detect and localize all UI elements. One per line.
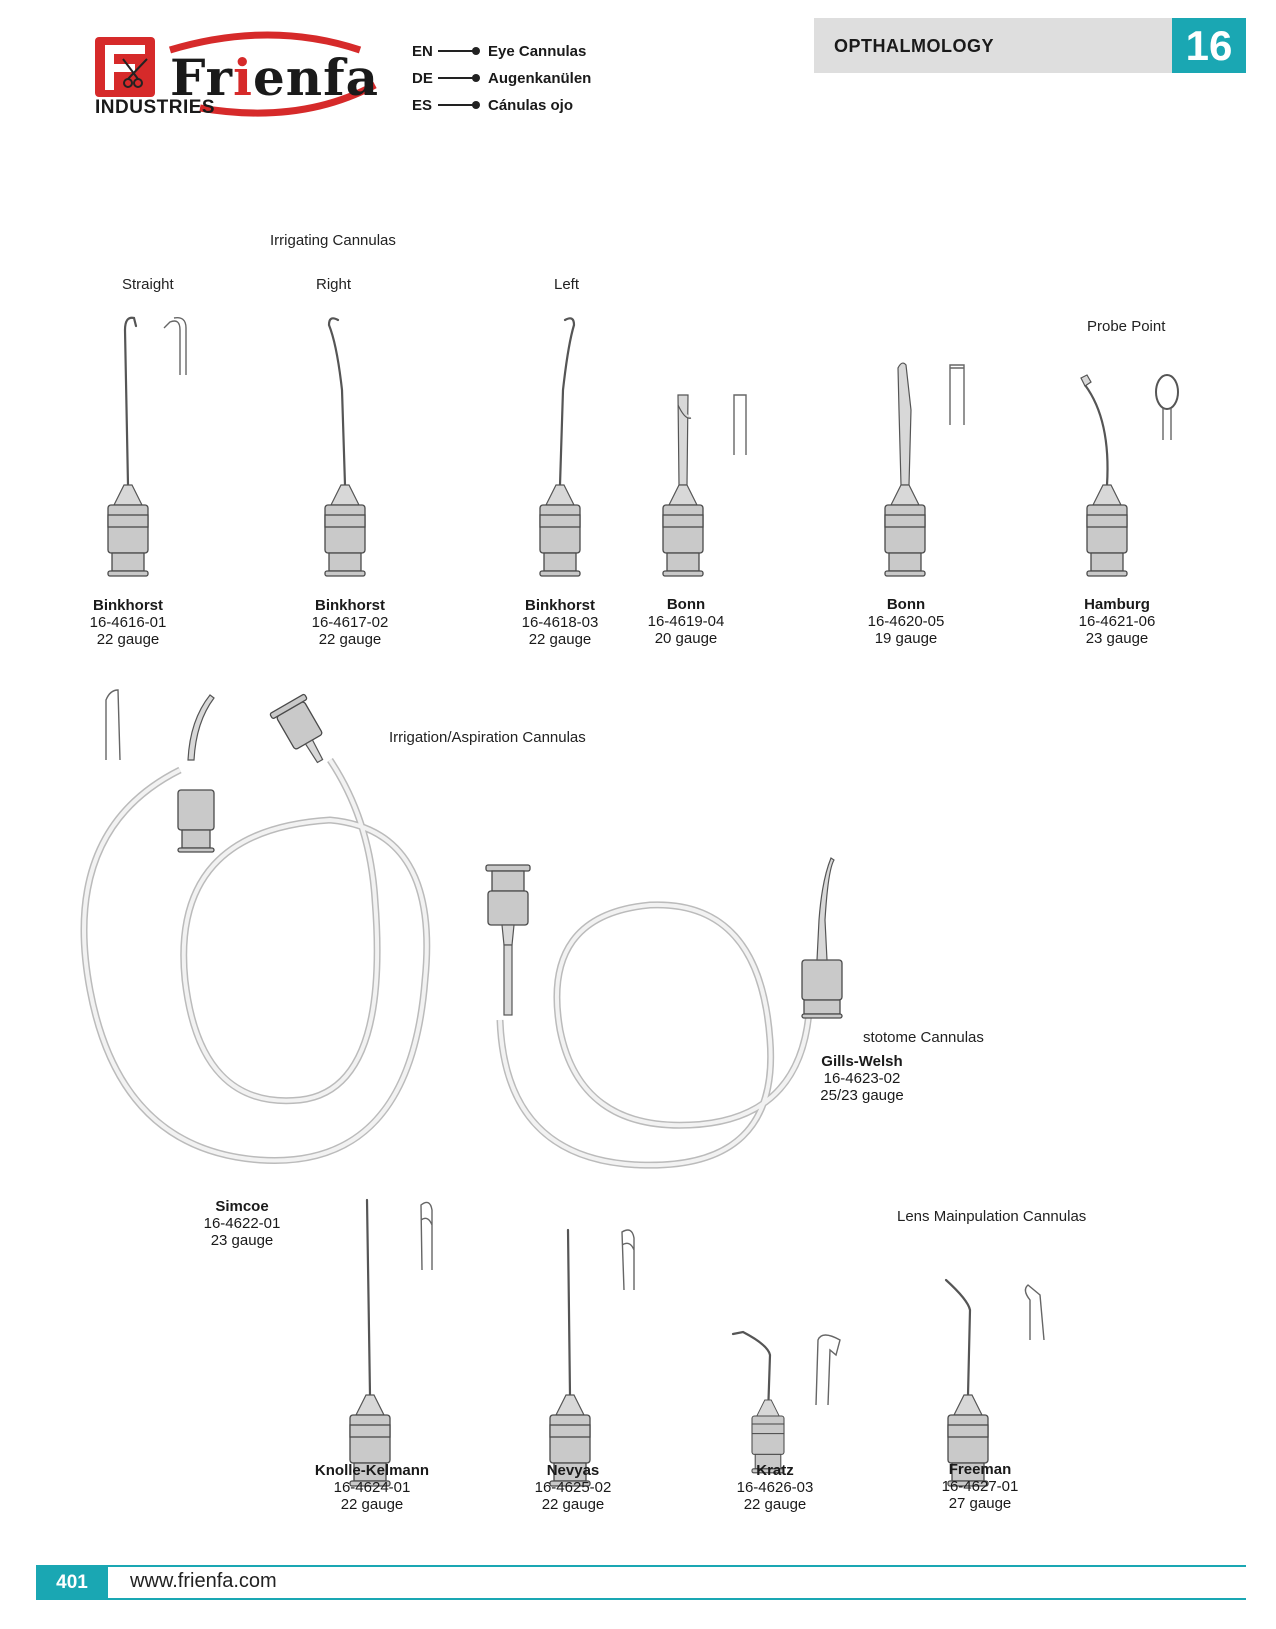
instrument-freeman [946,1280,988,1486]
instrument-hamburg [1081,375,1127,576]
section-irrigation-aspiration: Irrigation/Aspiration Cannulas [389,729,586,746]
tip-detail-6 [1156,375,1178,440]
lang-text: Cánulas ojo [488,96,574,114]
instrument-bonn-20 [663,395,703,576]
product-caption [792,1053,932,1104]
footer-rule-top [36,1565,1246,1567]
product-name: Simcoe [215,1198,269,1215]
product-gauge: 23 gauge [1085,630,1149,647]
product-name: Nevyas [546,1462,600,1479]
product-caption [302,1462,442,1513]
product-caption [503,1462,643,1513]
product-code: 16-4622-01 [203,1215,281,1232]
product-caption [490,597,630,648]
product-code: 16-4626-03 [736,1479,814,1496]
section-lens-manipulation: Lens Mainpulation Cannulas [897,1208,1087,1225]
tip-detail-5 [950,365,964,425]
instrument-gills-welsh [486,858,842,1165]
product-gauge: 22 gauge [340,1496,404,1513]
instrument-binkhorst-right [325,318,365,576]
tip-detail-4 [734,395,746,455]
tip-detail-simcoe [106,690,120,760]
label-left: Left [554,276,580,293]
product-name: Bonn [886,596,926,613]
product-gauge: 27 gauge [948,1495,1012,1512]
product-gauge: 22 gauge [743,1496,807,1513]
product-caption [910,1461,1050,1512]
product-code: 16-4623-02 [823,1070,901,1087]
instrument-simcoe [84,694,427,1161]
product-code: 16-4617-02 [311,614,389,631]
product-code: 16-4619-04 [647,613,725,630]
product-name: Knolle-Kelmann [314,1462,430,1479]
product-gauge: 19 gauge [874,630,938,647]
tip-detail-kratz [816,1335,840,1405]
product-code: 16-4627-01 [941,1478,1019,1495]
product-gauge: 22 gauge [318,631,382,648]
product-gauge: 23 gauge [210,1232,274,1249]
product-caption [836,596,976,647]
label-right: Right [316,276,352,293]
brand-subtitle: INDUSTRIES [95,97,216,118]
product-name: Binkhorst [314,597,385,614]
product-code: 16-4624-01 [333,1479,411,1496]
label-probe-point: Probe Point [1087,318,1166,335]
footer-rule-bottom [36,1598,1246,1600]
product-name: Freeman [948,1461,1012,1478]
brand-name: Frienfa [170,48,380,107]
lang-code: DE [412,69,433,87]
product-caption [58,597,198,648]
page-number: 401 [36,1565,108,1600]
product-name: Kratz [756,1462,794,1479]
product-caption [172,1198,312,1249]
instrument-binkhorst-straight [108,318,148,576]
product-code: 16-4618-03 [521,614,599,631]
instrument-knolle-kelmann [350,1200,390,1486]
product-caption [705,1462,845,1513]
tip-detail-freeman [1025,1285,1044,1340]
product-code: 16-4616-01 [89,614,167,631]
product-gauge: 25/23 gauge [820,1087,904,1104]
product-name: Gills-Welsh [821,1053,903,1070]
product-gauge: 22 gauge [528,631,592,648]
tip-detail-1 [164,318,186,375]
product-name: Bonn [666,596,706,613]
product-name: Hamburg [1084,596,1150,613]
instrument-kratz [733,1332,784,1473]
product-gauge: 20 gauge [654,630,718,647]
lang-text: Eye Cannulas [488,42,587,60]
chapter-number: 16 [1172,18,1246,73]
lang-text: Augenkanülen [488,69,592,87]
product-caption [1047,596,1187,647]
tip-detail-nevyas [622,1230,634,1290]
lang-code: EN [412,42,433,60]
tip-detail-knolle [421,1202,432,1270]
product-caption [280,597,420,648]
product-name: Binkhorst [92,597,163,614]
product-code: 16-4621-06 [1078,613,1156,630]
instrument-nevyas [550,1230,590,1486]
section-cystotome: stotome Cannulas [863,1029,984,1046]
website-link[interactable]: www.frienfa.com [130,1570,277,1592]
instrument-bonn-19 [885,363,925,576]
product-caption [616,596,756,647]
label-straight: Straight [122,276,174,293]
product-gauge: 22 gauge [541,1496,605,1513]
section-irrigating: Irrigating Cannulas [270,232,396,249]
product-name: Binkhorst [524,597,595,614]
category-title: OPTHALMOLOGY [834,36,994,56]
instrument-binkhorst-left [540,318,580,576]
product-gauge: 22 gauge [96,631,160,648]
product-code: 16-4625-02 [534,1479,612,1496]
product-code: 16-4620-05 [867,613,945,630]
lang-code: ES [412,96,433,114]
